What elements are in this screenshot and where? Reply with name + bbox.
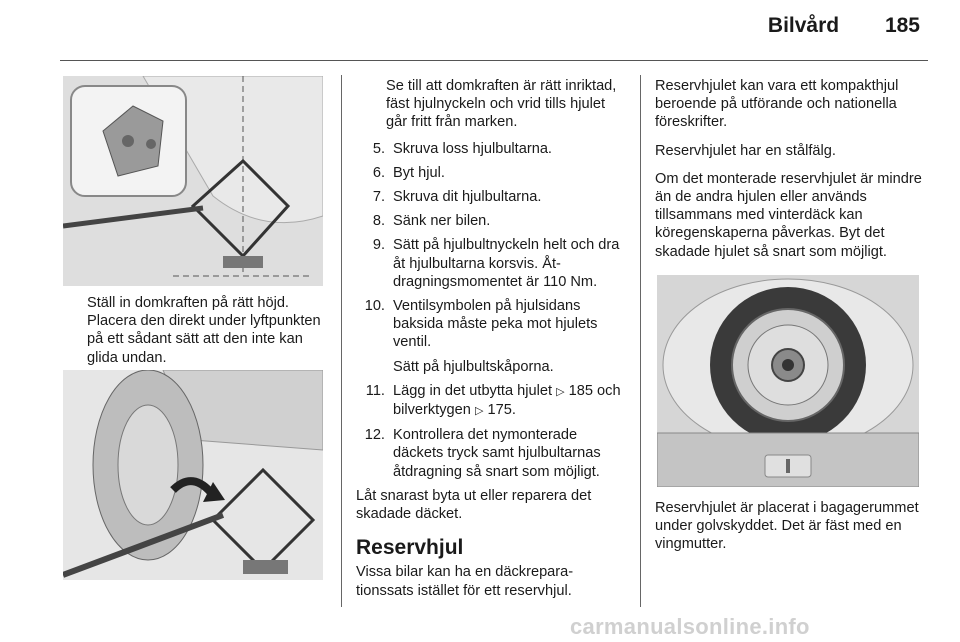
header-rule	[60, 60, 928, 61]
list-item: 7. Skruva dit hjulbultarna.	[372, 189, 542, 206]
column-2	[356, 77, 624, 610]
list-item: 8. Sänk ner bilen.	[372, 213, 491, 230]
paragraph: Om det monterade reservhjulet är mindre än de andra hjulen eller används tillsammans med vinterdäck kan köregenskaperna påverkas. Byt det skadade hjulet så snart som möjligt.	[655, 170, 922, 260]
column-divider-2	[640, 75, 641, 607]
jack-lifting-illustration	[63, 370, 323, 580]
paragraph: Reservhjulet kan vara ett kompakthjul beroende på utförande och nationella föreskrifter.	[655, 78, 899, 131]
page-ref-link[interactable]: 185	[568, 382, 593, 399]
heading-text: Vissa bilar kan ha en däckreparationssats istället för ett reservhjul.	[356, 564, 574, 599]
repair-note: Låt snarast byta ut eller reparera det skadade däcket.	[356, 487, 592, 523]
list-item: Sätt på hjulbultskåporna.	[393, 358, 554, 375]
watermark: carmanualsonline.info	[570, 614, 810, 639]
jack-height-caption: Ställ in domkraften på rätt höjd. Placera den direkt under lyftpunkten på ett sådant sätt att den inte kan glida undan.	[87, 295, 321, 366]
list-item: 6. Byt hjul.	[372, 164, 445, 181]
page-header	[768, 14, 920, 38]
column-3-caption	[655, 499, 925, 564]
intro-text: Se till att domkraften är rätt inriktad, fäst hjulnyckeln och vrid tills hjulet går fritt från marken.	[386, 78, 617, 131]
list-item: 11. Lägg in det utbytta hjulet ▷ 185 och bilverktygen ▷ 175.	[365, 382, 621, 419]
list-item: 12. Kontrollera det nymonterade däckets tryck samt hjulbultarnas åtdragning så snart som möjligt.	[364, 427, 601, 480]
list-item: 9. Sätt på hjulbultnyckeln helt och dra åt hjulbultarna korsvis. Åtdragningsmomentet är 110 Nm.	[372, 237, 620, 290]
page-ref-icon: ▷	[474, 405, 484, 418]
column-3	[655, 77, 925, 271]
jack-detail-illustration	[63, 76, 323, 286]
list-item: 5. Skruva loss hjulbultarna.	[372, 140, 552, 157]
steps-list	[356, 140, 624, 481]
paragraph: Reservhjulet har en stålfälg.	[655, 142, 836, 159]
page-number: 185	[884, 14, 920, 37]
section-title: Bilvård	[767, 14, 840, 37]
spare-wheel-illustration	[657, 275, 919, 487]
page-ref-link[interactable]: 175.	[487, 402, 516, 419]
column-divider-1	[341, 75, 342, 607]
section-heading: Reservhjul	[356, 536, 464, 560]
spare-wheel-caption: Reservhjulet är placerat i bagagerummet under golvskyddet. Det är fäst med en vingmutter.	[655, 500, 919, 553]
column-1	[87, 294, 327, 377]
list-item: 10. Ventilsymbolen på hjulsidans baksida måste peka mot hjulets ventil.	[364, 298, 598, 351]
page-ref-icon: ▷	[556, 385, 565, 398]
